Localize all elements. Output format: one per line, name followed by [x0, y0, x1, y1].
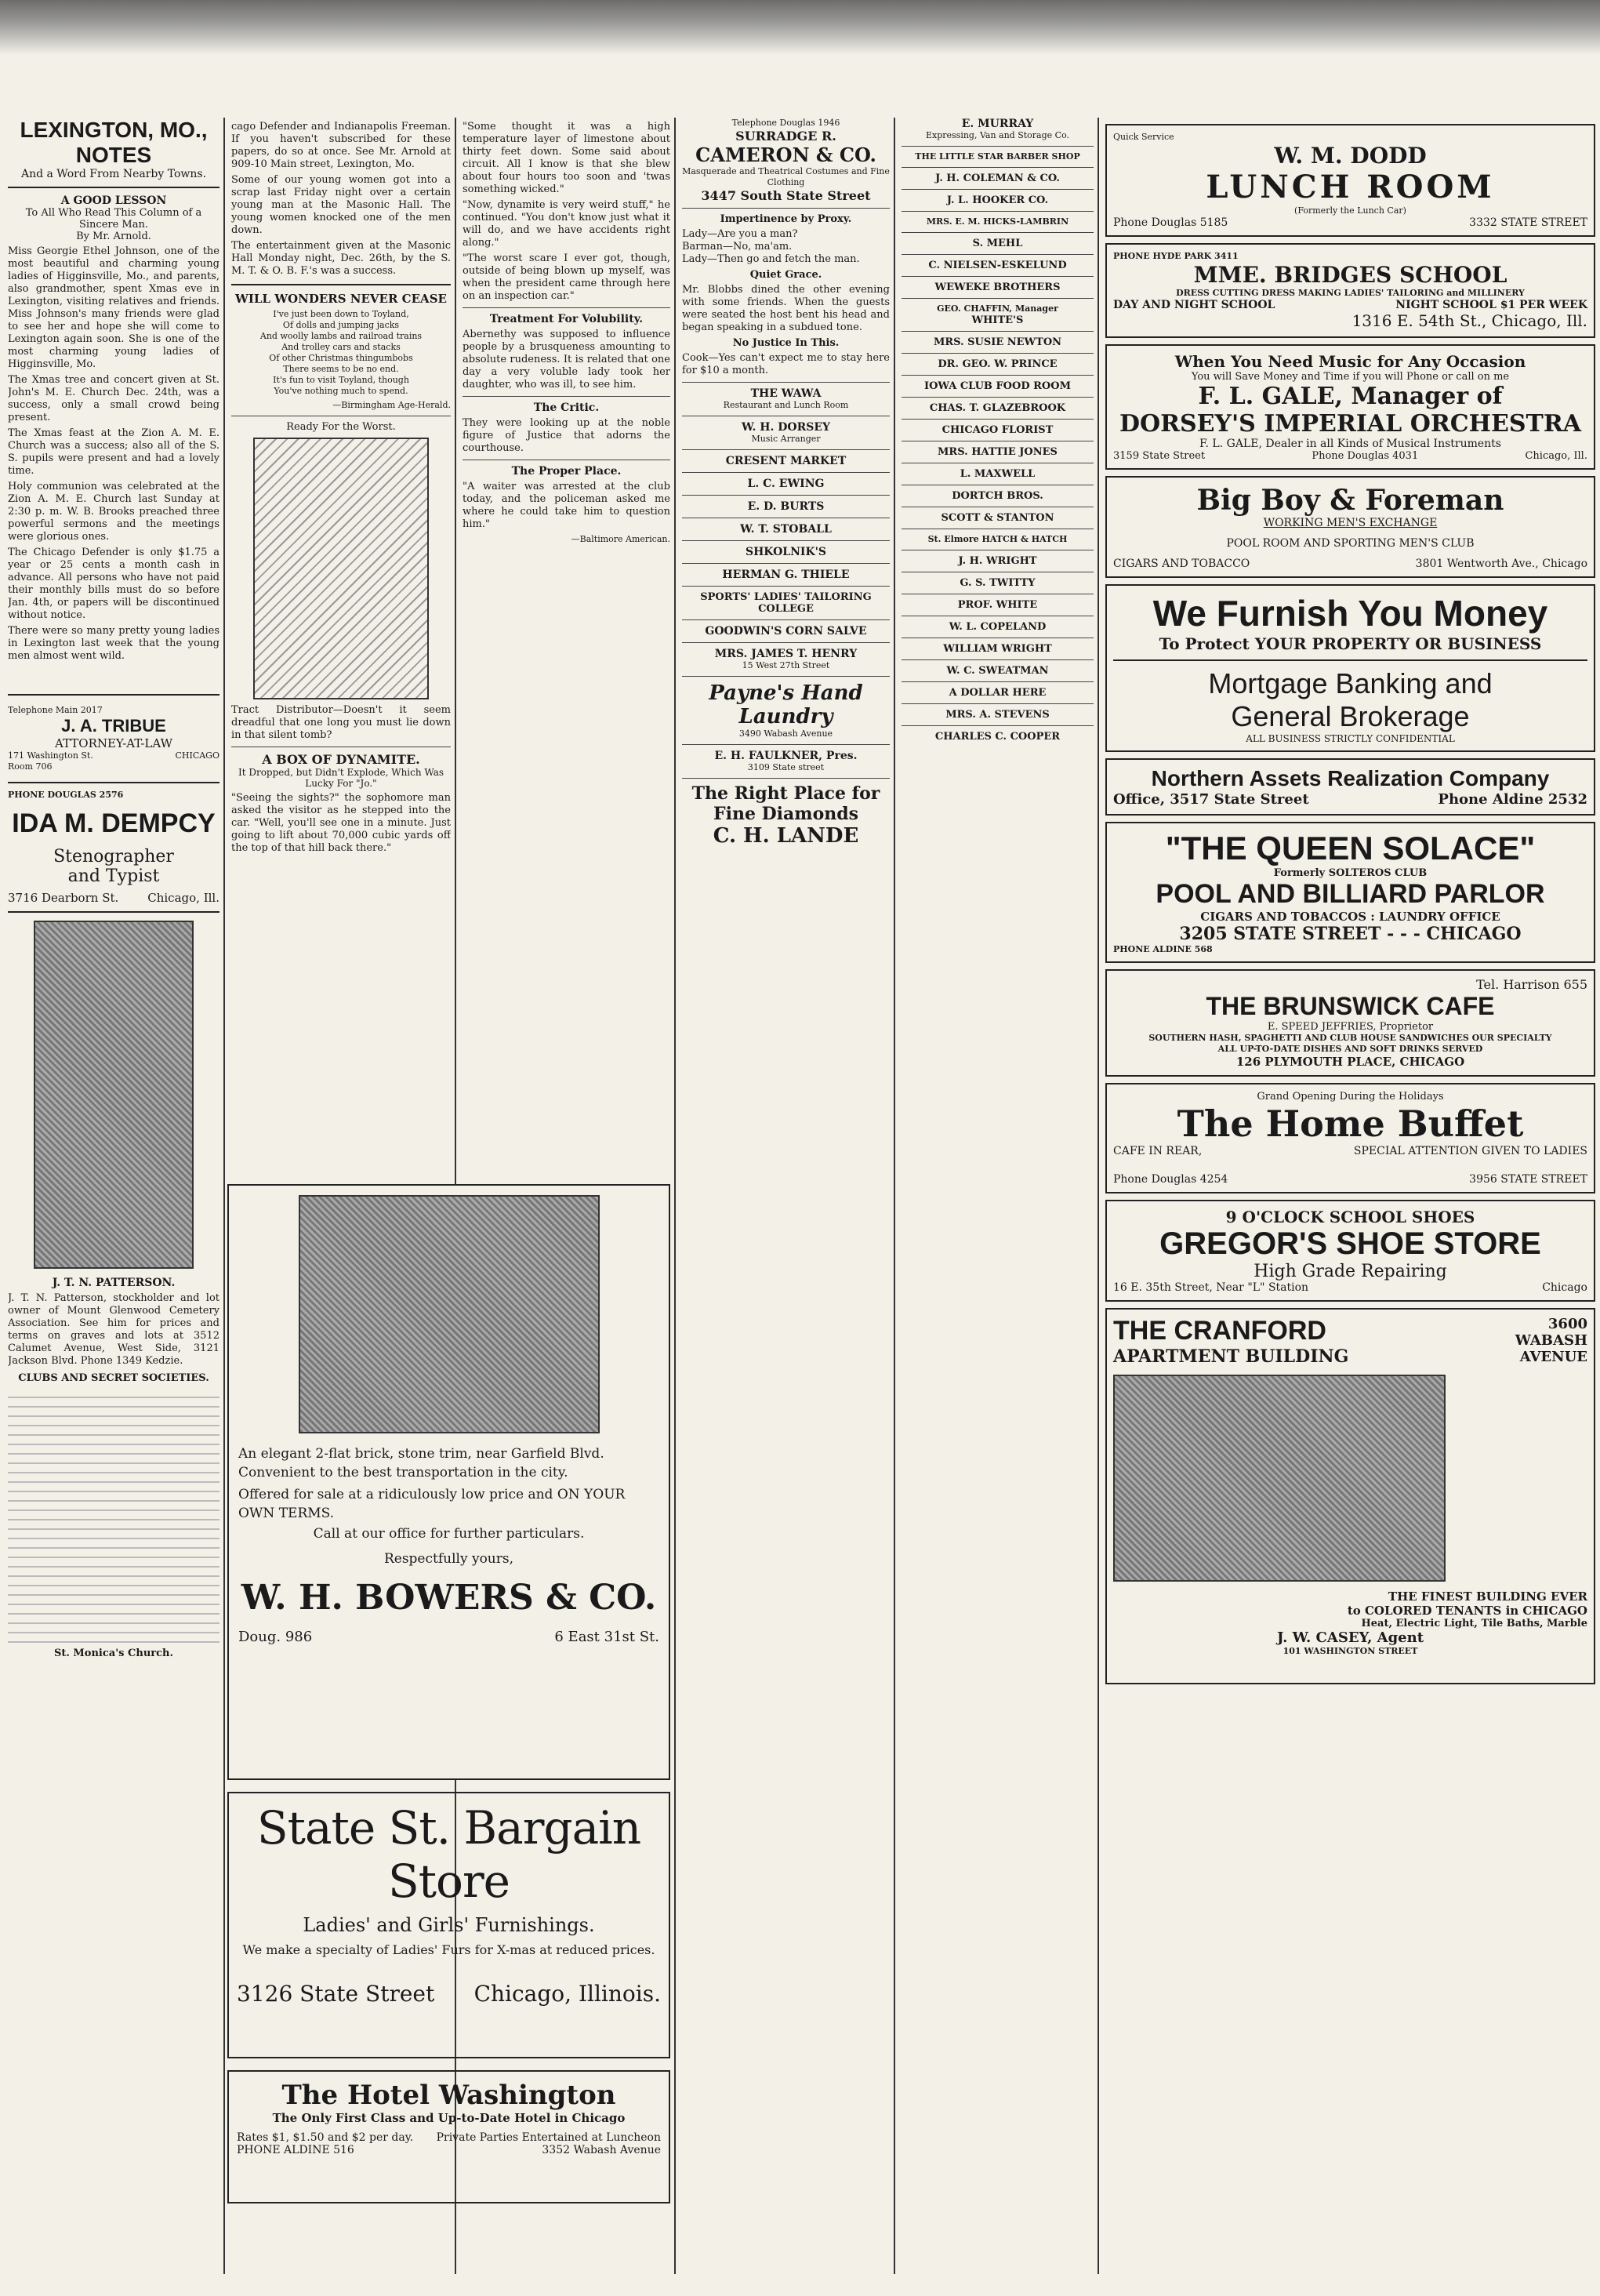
cranford-ad: [1105, 1308, 1595, 1684]
section-title: No Justice In This.: [732, 337, 840, 349]
ad-title: We Furnish You Money: [1152, 593, 1548, 634]
paragraph: The Chicago Defender is only $1.75 a year or 25 cents a month cash in advance. All persons who have not paid their monthly bills must do so before Jan. 4th, or papers will be discontinued without notice.: [8, 547, 220, 621]
headline: LEXINGTON, MO., NOTES: [20, 118, 208, 167]
ad-name: PROF. WHITE: [957, 599, 1038, 611]
ad-name: MRS. SUSIE NEWTON: [933, 336, 1062, 348]
column-rule: [894, 118, 895, 2274]
ad-name: CHICAGO FLORIST: [941, 424, 1054, 436]
poem: I've just been down to Toyland, Of dolls and jumping jacks And woolly lambs and railroad trains And trolley cars and stacks Of other Christmas thingumbobs There seems to be no end. It's fun to visit Toyland, though You've nothing much to spend.: [259, 309, 423, 396]
ad-name: J. W. CASEY, Agent: [1276, 1629, 1424, 1646]
ad-name: CHAS. T. GLAZEBROOK: [929, 402, 1066, 414]
ad-name: CRESENT MARKET: [725, 455, 847, 467]
column-rule: [1098, 118, 1099, 2274]
firm-name: CAMERON & CO.: [695, 144, 876, 166]
section-title: St. Monica's Church.: [53, 1648, 174, 1659]
ad-name: CHARLES C. COOPER: [934, 731, 1061, 743]
ad-title: The Right Place for Fine Diamonds: [691, 783, 880, 824]
address: 16 E. 35th Street, Near "L" Station: [1113, 1281, 1309, 1294]
ad-name: WHITE'S: [971, 314, 1024, 326]
address: 3716 Dearborn St.: [8, 891, 119, 905]
ad-name: DR. GEO. W. PRINCE: [938, 358, 1058, 370]
phone: PHONE DOUGLAS 2576: [8, 790, 124, 800]
ad-name: HERMAN G. THIELE: [722, 569, 850, 581]
paragraph: "Now, dynamite is very weird stuff," he continued. "You don't know just what it will do, and we have accidents right along.": [463, 199, 670, 249]
ad-name: J. H. WRIGHT: [958, 555, 1037, 567]
hotel-ad: [227, 2070, 670, 2203]
ad-text: CIGARS AND TOBACCO: [1113, 558, 1250, 570]
ad-name: E. MURRAY: [961, 118, 1034, 130]
paragraph: Cook—Yes can't expect me to stay here for $10 a month.: [682, 352, 890, 376]
ad-title: THE BRUNSWICK CAFE: [1206, 992, 1495, 1020]
ad-text: POOL ROOM AND SPORTING MEN'S CLUB: [1226, 537, 1475, 550]
ad-name: SCOTT & STANTON: [941, 512, 1054, 524]
ad-name: J. H. COLEMAN & CO.: [935, 173, 1060, 184]
ad-name: L. MAXWELL: [960, 468, 1036, 480]
ad-text: General Brokerage: [1231, 700, 1470, 732]
paragraph: Holy communion was celebrated at the Zion A. M. E. Church last Sunday at 2:30 p. m. W. B. Brooks preached three powerful sermons and the meetings were glorious ones.: [8, 481, 220, 543]
ad-subtitle: APARTMENT BUILDING: [1113, 1346, 1349, 1367]
column-rule: [674, 118, 676, 2274]
section-title: A GOOD LESSON: [60, 194, 167, 207]
address: Office, 3517 State Street: [1113, 791, 1309, 808]
ad-name: G. S. TWITTY: [960, 577, 1036, 589]
paragraph: Abernethy was supposed to influence people by a brusqueness amounting to absolute rudeness. It is related that one day a very voluble lady took her daughter, who was ill, to see him.: [463, 329, 670, 391]
ad-name: W. H. DORSEY: [741, 421, 830, 434]
ad-subtitle: The Only First Class and Up-to-Date Hotel in Chicago: [272, 2111, 626, 2125]
ad-name: W. M. DODD: [1274, 143, 1427, 169]
ad-text: Masquerade and Theatrical Costumes and Fine Clothing: [682, 166, 890, 187]
ad-name: J. A. TRIBUE: [61, 716, 166, 736]
address: 3490 Wabash Avenue: [738, 728, 833, 739]
ad-name: C. H. LANDE: [713, 824, 859, 848]
ad-name: IDA M. DEMPCY: [12, 808, 216, 838]
ad-name: WEWEKE BROTHERS: [934, 282, 1061, 293]
address: 3109 State street: [747, 762, 825, 772]
ad-title: Northern Assets Realization Company: [1151, 766, 1550, 790]
ad-text: SPECIAL ATTENTION GIVEN TO LADIES: [1353, 1145, 1587, 1157]
ad-text: (Formerly the Lunch Car): [1294, 205, 1406, 216]
ad-text: DAY AND NIGHT SCHOOL: [1113, 299, 1275, 311]
ad-name: MRS. HATTIE JONES: [938, 446, 1058, 458]
ad-title: "THE QUEEN SOLACE": [1165, 830, 1536, 866]
torn-edge: [0, 0, 1600, 55]
address: 3956 STATE STREET: [1469, 1173, 1587, 1186]
ad-subtitle: POOL AND BILLIARD PARLOR: [1156, 879, 1545, 909]
ad-text: 9 O'CLOCK SCHOOL SHOES: [1225, 1208, 1475, 1226]
ad-subtitle: Ladies' and Girls' Furnishings.: [303, 1914, 595, 1936]
ad-name: THE LITTLE STAR BARBER SHOP: [915, 151, 1080, 162]
ad-text: Offered for sale at a ridiculously low price and ON YOUR OWN TERMS.: [238, 1487, 626, 1521]
ad-name: J. L. HOOKER CO.: [946, 194, 1049, 206]
house-photo: [299, 1195, 600, 1433]
photo-caption: J. T. N. PATTERSON.: [52, 1277, 176, 1289]
address: 1316 E. 54th St., Chicago, Ill.: [1351, 311, 1587, 330]
address: 3126 State Street: [237, 1981, 435, 2007]
ad-name: W. C. SWEATMAN: [946, 665, 1049, 677]
ad-name: L. C. EWING: [747, 478, 825, 490]
ad-name: St. Elmore HATCH & HATCH: [927, 534, 1068, 544]
ad-text: F. L. GALE, Dealer in all Kinds of Musical Instruments: [1199, 438, 1501, 450]
ad-name: MRS. JAMES T. HENRY: [714, 648, 858, 660]
solace-ad: [1105, 822, 1595, 963]
ad-text: We make a specialty of Ladies' Furs for X-mas at reduced prices.: [242, 1942, 655, 1957]
column-2: [231, 118, 451, 858]
room: Room 706: [8, 761, 53, 772]
firm-name: SURRADGE R.: [735, 129, 836, 144]
ad-text: ALL BUSINESS STRICTLY CONFIDENTIAL: [1246, 733, 1455, 744]
ad-subtitle: WORKING MEN'S EXCHANGE: [1263, 517, 1438, 529]
ad-title: GREGOR'S SHOE STORE: [1159, 1226, 1541, 1261]
paragraph: "Seeing the sights?" the sophomore man asked the visitor as he stepped into the car. "Well, you'll see one in a minute. Just going to lift about 70,000 cubic yards off the top of that hill back there.": [231, 792, 451, 854]
section-title: The Critic.: [533, 401, 600, 414]
credit: —Birmingham Age-Herald.: [332, 400, 451, 410]
ad-name: DORTCH BROS.: [952, 490, 1043, 502]
ad-text: SOUTHERN HASH, SPAGHETTI AND CLUB HOUSE SANDWICHES OUR SPECIALTY: [1148, 1033, 1552, 1043]
column-1: [8, 118, 220, 1659]
ad-name: SPORTS' LADIES' TAILORING COLLEGE: [700, 591, 872, 615]
city: Chicago: [1542, 1281, 1587, 1294]
ad-text: Respectfully yours,: [383, 1551, 514, 1567]
city: Chicago, Ill.: [147, 891, 220, 905]
section-subtitle: To All Who Read This Column of a Sincere Man.: [25, 207, 202, 231]
ad-name: GOODWIN'S CORN SALVE: [705, 625, 867, 638]
address: 171 Washington St.: [8, 750, 93, 761]
ad-name: IOWA CLUB FOOD ROOM: [924, 380, 1071, 392]
ad-text: Expressing, Van and Storage Co.: [925, 130, 1069, 140]
ad-line: and Typist: [67, 866, 160, 886]
gale-ad: [1105, 344, 1595, 470]
phone: Phone Douglas 4254: [1113, 1173, 1228, 1186]
phone: Telephone Douglas 1946: [731, 118, 840, 128]
column-rule: [223, 118, 225, 2274]
ad-name: S. MEHL: [972, 238, 1023, 249]
column-6: [1105, 118, 1595, 2274]
ad-text: ALL UP-TO-DATE DISHES AND SOFT DRINKS SERVED: [1217, 1044, 1483, 1054]
address: 3332 STATE STREET: [1469, 216, 1587, 229]
paragraph: The entertainment given at the Masonic Hall Monday night, Dec. 26th, by the S. M. T. & O. B. F.'s was a success.: [231, 240, 451, 277]
ad-dempcy: [8, 790, 220, 905]
cartoon-caption: Ready For the Worst.: [286, 421, 396, 433]
ad-text: An elegant 2-flat brick, stone trim, near Garfield Blvd. Convenient to the best transportation in the city.: [238, 1446, 604, 1480]
ad-tribue: [8, 702, 220, 776]
paragraph: cago Defender and Indianapolis Freeman. If you haven't subscribed for these papers, do so at once. See Mr. Arnold at 909-10 Main street, Lexington, Mo.: [231, 121, 451, 170]
cartoon-image: [253, 438, 429, 699]
ad-title: State St. Bargain Store: [256, 1801, 641, 1908]
ad-name: THE WAWA: [750, 387, 822, 400]
ad-text: When You Need Music for Any Occasion: [1174, 352, 1526, 371]
ad-name: W. T. STOBALL: [740, 523, 832, 536]
address: 3352 Wabash Avenue: [542, 2144, 661, 2156]
address: 3801 Wentworth Ave., Chicago: [1415, 558, 1587, 570]
ad-text: DRESS CUTTING DRESS MAKING LADIES' TAILORING and MILLINERY: [1176, 288, 1525, 298]
section-title: CLUBS AND SECRET SOCIETIES.: [18, 1372, 209, 1384]
paragraph: "Some thought it was a high temperature layer of limestone about thirty feet down. Some said about circuit. All I know is that she blew about four hours too soon and 'twas something wicked.": [463, 121, 670, 195]
firm-name: W. H. BOWERS & CO.: [241, 1578, 657, 1618]
section-title: Treatment For Volubility.: [489, 313, 644, 325]
bridges-ad: [1105, 243, 1595, 338]
phone: PHONE ALDINE 568: [1113, 944, 1213, 954]
paragraph: J. T. N. Patterson, stockholder and lot owner of Mount Glenwood Cemetery Association. See him for prices and terms on graves and lots at 3512 Calumet Avenue, West Side, 3121 Jackson Blvd. Phone 1349 Kedzie.: [8, 1292, 220, 1367]
ad-text: Mortgage Banking and: [1208, 667, 1493, 699]
ad-title: Big Boy & Foreman: [1196, 484, 1504, 517]
ad-text: Call at our office for further particulars.: [313, 1526, 585, 1542]
ad-name: SHKOLNIK'S: [745, 546, 827, 558]
rates: Rates $1, $1.50 and $2 per day.: [237, 2131, 414, 2144]
ad-text: Music Arranger: [751, 434, 821, 444]
city: Chicago, Ill.: [1525, 450, 1587, 462]
address: 3600 WABASH AVENUE: [1515, 1316, 1587, 1365]
ad-name: Payne's Hand Laundry: [709, 681, 863, 728]
phone: Phone Douglas 4031: [1312, 450, 1419, 462]
ad-title: The Home Buffet: [1177, 1103, 1524, 1145]
ad-title: THE CRANFORD: [1113, 1316, 1326, 1346]
address: 6 East 31st St.: [554, 1629, 659, 1645]
bowers-ad: [227, 1184, 670, 1780]
ad-text: NIGHT SCHOOL $1 PER WEEK: [1395, 299, 1587, 311]
paragraph: The Xmas feast at the Zion A. M. E. Church was a success; also all of the S. S. pupils were present and had a lovely time.: [8, 427, 220, 477]
buffet-ad: [1105, 1083, 1595, 1193]
address: 101 WASHINGTON STREET: [1283, 1646, 1418, 1656]
ad-name: A DOLLAR HERE: [949, 687, 1047, 699]
ad-title: DORSEY'S IMPERIAL ORCHESTRA: [1119, 410, 1582, 438]
ad-name: F. L. GALE, Manager of: [1198, 383, 1503, 410]
ad-name: WILLIAM WRIGHT: [943, 643, 1052, 655]
ad-text: Private Parties Entertained at Luncheon: [436, 2131, 661, 2144]
paragraph: Some of our young women got into a scrap last Friday night over a certain young man at the Masonic Hall. The young women knocked one of the men down.: [231, 174, 451, 236]
poem-title: WILL WONDERS NEVER CEASE: [235, 292, 447, 306]
ad-line: Stenographer: [53, 847, 174, 866]
paragraph: Miss Georgie Ethel Johnson, one of the most beautiful and charming young ladies of Higginsville, Mo., and parents, also grandmother, spent Xmas eve in Lexington, visiting relatives and friends. Miss Johnson's many friends were glad to see her and hope she will come to Lexington again soon. She is one of the most charming young ladies of Higginsville, Mo.: [8, 245, 220, 370]
ad-text: to COLORED TENANTS in CHICAGO: [1347, 1604, 1587, 1618]
address: 3205 STATE STREET - - - CHICAGO: [1179, 924, 1522, 944]
address: 15 West 27th Street: [742, 660, 830, 670]
bargain-ad: [227, 1792, 670, 2058]
ad-text: E. SPEED JEFFRIES, Proprietor: [1267, 1021, 1434, 1033]
paragraph: There were so many pretty young ladies in Lexington last week that the young men almost went wild.: [8, 625, 220, 662]
paragraph: Tract Distributor—Doesn't it seem dreadful that one long you must lie down in that silent tomb?: [231, 704, 451, 741]
address: 126 PLYMOUTH PLACE, CHICAGO: [1235, 1055, 1465, 1069]
paragraph: The Xmas tree and concert given at St. John's M. E. Church Dec. 24th, was a success, only a small crowd being present.: [8, 374, 220, 423]
ad-text: Heat, Electric Light, Tile Baths, Marble: [1361, 1618, 1587, 1629]
ad-title: LUNCH ROOM: [1206, 169, 1495, 205]
ad-text: You will Save Money and Time if you will Phone or call on me: [1191, 371, 1510, 383]
ad-text: Quick Service: [1113, 132, 1174, 142]
portrait-photo: [34, 921, 194, 1269]
ad-name: E. H. FAULKNER, Pres.: [714, 750, 858, 762]
ad-text: Grand Opening During the Holidays: [1257, 1091, 1444, 1103]
paragraph: Lady—Are you a man? Barman—No, ma'am. Lady—Then go and fetch the man.: [682, 228, 860, 265]
section-title: A BOX OF DYNAMITE.: [262, 752, 420, 767]
phone: PHONE HYDE PARK 3411: [1113, 251, 1239, 261]
ad-name: C. NIELSEN-ESKELUND: [928, 260, 1067, 271]
paragraph: Mr. Blobbs dined the other evening with some friends. When the guests were seated the host bent his head and began speaking in a subdued tone.: [682, 284, 890, 333]
ad-name: GEO. CHAFFIN, Manager: [937, 303, 1058, 314]
phone: Tel. Harrison 655: [1476, 977, 1587, 992]
address: 3159 State Street: [1113, 450, 1206, 462]
section-title: Impertinence by Proxy.: [720, 213, 852, 225]
phone: Telephone Main 2017: [8, 705, 103, 715]
credit: —Baltimore American.: [571, 534, 670, 544]
dodd-ad: [1105, 124, 1595, 237]
subhead: And a Word From Nearby Towns.: [20, 168, 207, 180]
phone: Doug. 986: [238, 1629, 313, 1645]
ad-subtitle: High Grade Repairing: [1254, 1262, 1447, 1281]
ad-text: CIGARS AND TOBACCOS : LAUNDRY OFFICE: [1200, 910, 1500, 924]
byline: By Mr. Arnold.: [76, 231, 151, 242]
city: CHICAGO: [175, 750, 220, 761]
assets-ad: [1105, 758, 1595, 816]
building-photo: [1113, 1375, 1446, 1582]
shoes-ad: [1105, 1200, 1595, 1302]
section-title: The Proper Place.: [511, 465, 622, 478]
column-5: [902, 118, 1094, 2274]
ad-name: MRS. E. M. HICKS-LAMBRIN: [926, 216, 1069, 227]
city: Chicago, Illinois.: [473, 1981, 661, 2007]
ad-subtitle: To Protect YOUR PROPERTY OR BUSINESS: [1159, 634, 1542, 653]
ad-name: MRS. A. STEVENS: [945, 709, 1050, 721]
money-ad: [1105, 584, 1595, 752]
section-title: Quiet Grace.: [749, 269, 822, 281]
ad-text: Restaurant and Lunch Room: [723, 400, 849, 410]
ad-text: Formerly SOLTEROS CLUB: [1273, 867, 1428, 879]
phone: Phone Aldine 2532: [1438, 791, 1587, 808]
bigboy-ad: [1105, 476, 1595, 578]
ad-name: E. D. BURTS: [747, 500, 825, 513]
phone: Phone Douglas 5185: [1113, 216, 1228, 229]
column-3: [463, 118, 670, 1176]
ad-text: CAFE IN REAR,: [1113, 1145, 1203, 1157]
paragraph: "A waiter was arrested at the club today, and the policeman asked me where he could take him to question him.": [463, 481, 670, 530]
brunswick-ad: [1105, 969, 1595, 1077]
ad-text: THE FINEST BUILDING EVER: [1388, 1589, 1587, 1604]
section-subtitle: It Dropped, but Didn't Explode, Which Was Lucky For "Jo.": [238, 767, 444, 789]
paragraph: They were looking up at the noble figure of Justice that adorns the courthouse.: [463, 417, 670, 454]
ad-title: The Hotel Washington: [281, 2080, 616, 2111]
phone: PHONE ALDINE 516: [237, 2144, 354, 2156]
column-4: [682, 118, 890, 2274]
address: 3447 South State Street: [701, 188, 871, 203]
paragraph: "The worst scare I ever got, though, outside of being blown up myself, was when the president came through here on an inspection car.": [463, 252, 670, 302]
ad-name: MME. BRIDGES SCHOOL: [1193, 262, 1507, 288]
ad-name: W. L. COPELAND: [949, 621, 1047, 633]
clubs-list: [8, 1389, 220, 1648]
ad-title: ATTORNEY-AT-LAW: [54, 736, 173, 750]
